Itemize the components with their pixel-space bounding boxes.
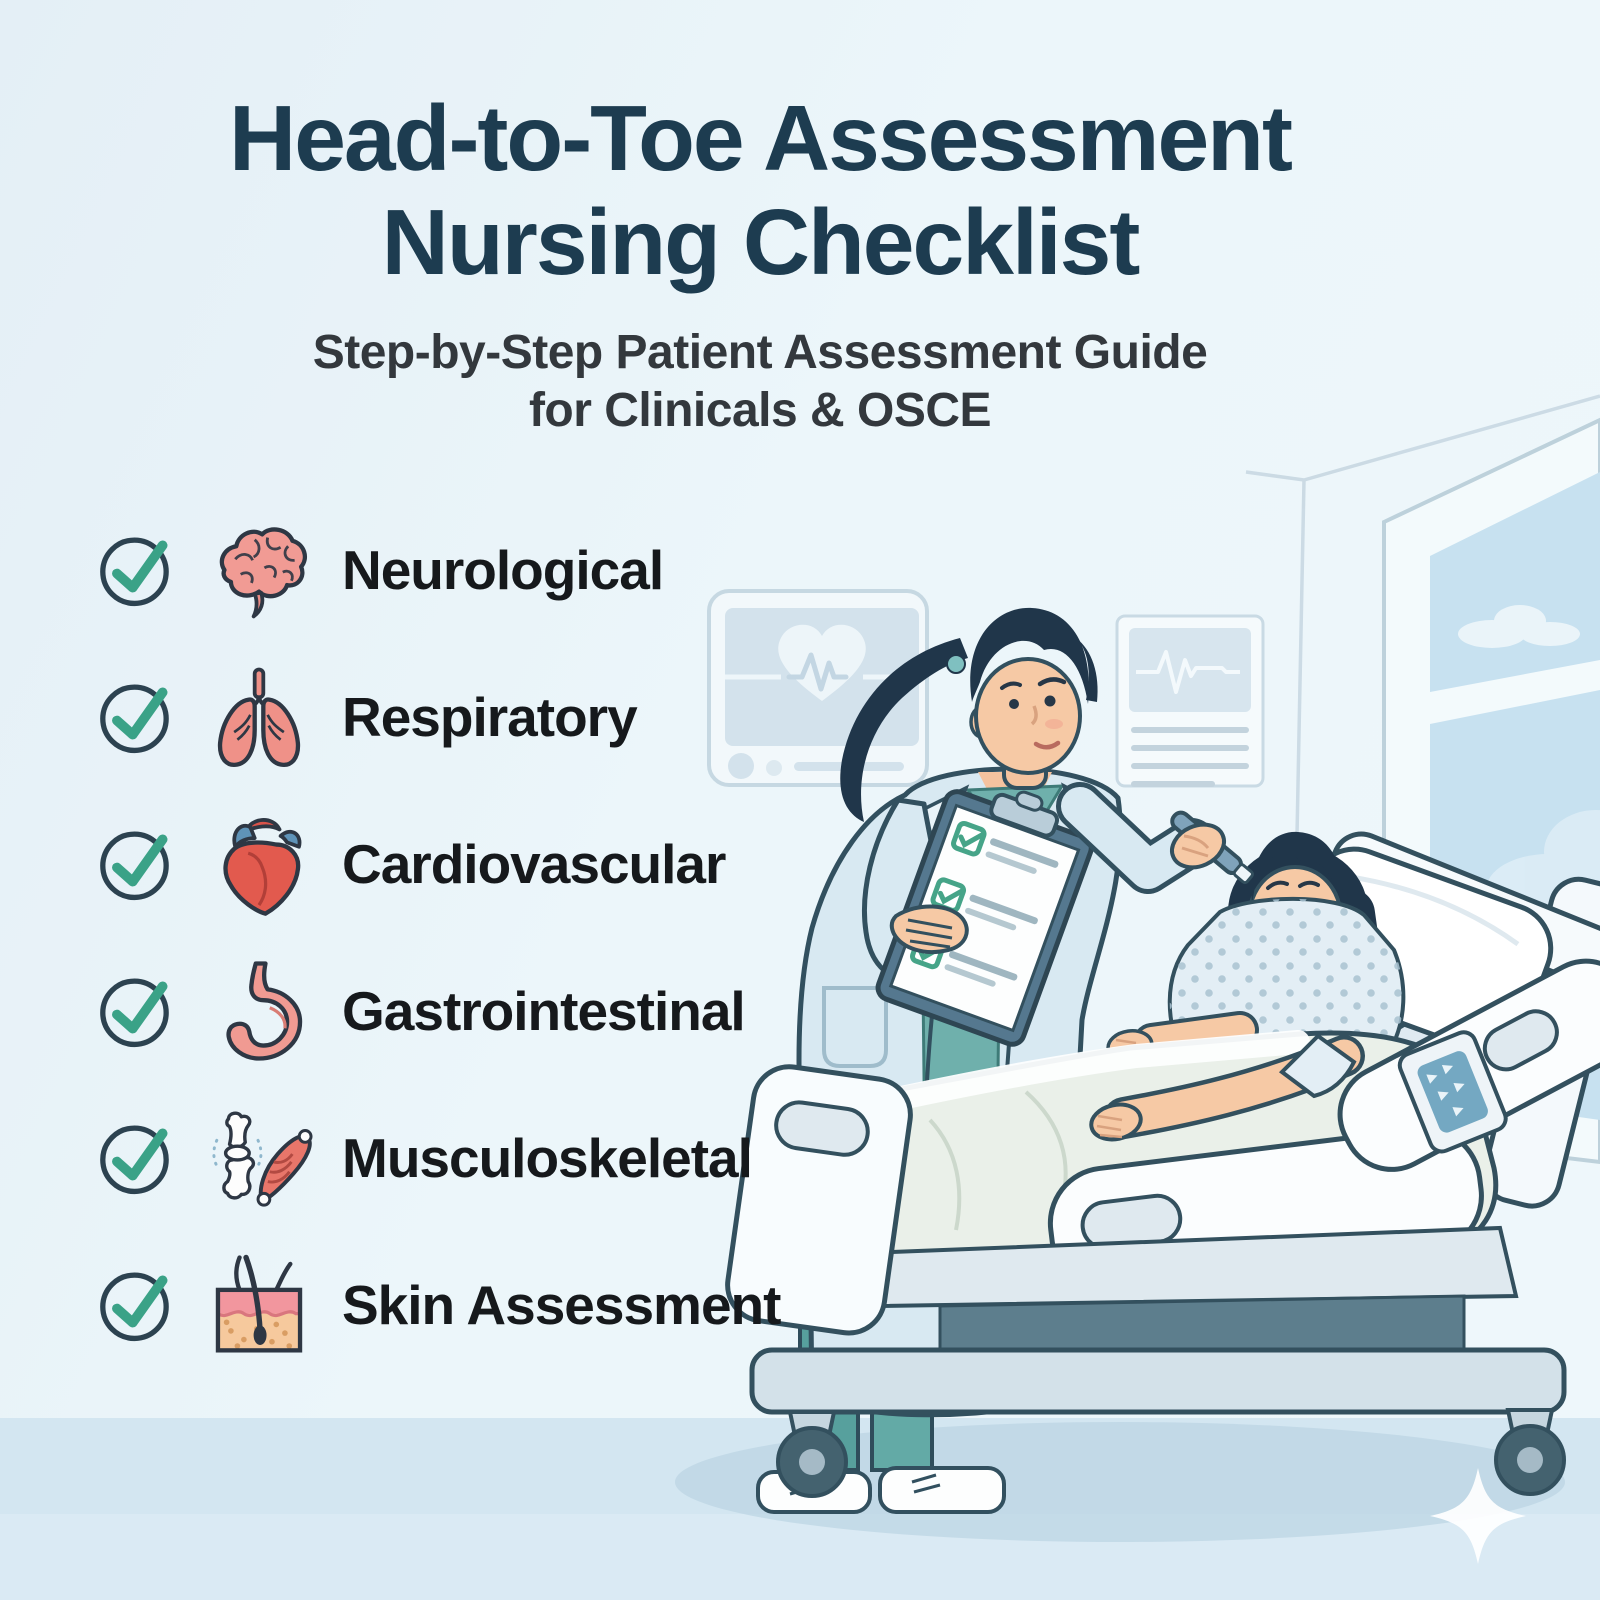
checklist-label: Musculoskeletal — [342, 1126, 752, 1189]
checklist-item-gastrointestinal — [94, 937, 780, 1084]
check-circle-icon — [94, 967, 182, 1055]
nurse-head — [947, 608, 1098, 788]
lungs-icon — [202, 660, 316, 774]
checklist-label: Gastrointestinal — [342, 979, 745, 1042]
nurse-hand — [892, 906, 967, 952]
ecg-wall-panel — [1117, 616, 1263, 786]
checklist-item-skin — [94, 1231, 780, 1378]
title-line-1: Head-to-Toe Assessment — [229, 86, 1291, 190]
page-title — [70, 86, 1450, 294]
check-circle-icon — [94, 820, 182, 908]
checklist-label: Cardiovascular — [342, 832, 726, 895]
joint-muscle-icon — [202, 1101, 316, 1215]
checklist-label: Skin Assessment — [342, 1273, 781, 1336]
checklist-label: Respiratory — [342, 685, 637, 748]
checklist-label: Neurological — [342, 538, 664, 601]
title-line-2: Nursing Checklist — [381, 190, 1139, 295]
checklist-item-respiratory — [94, 643, 780, 790]
page-subtitle — [70, 324, 1450, 439]
check-circle-icon — [94, 1261, 182, 1349]
stomach-icon — [202, 954, 316, 1068]
check-circle-icon — [94, 673, 182, 761]
checklist-item-neurological — [94, 496, 780, 643]
checklist-item-cardiovascular — [94, 790, 780, 937]
header — [70, 86, 1450, 440]
heart-icon — [202, 807, 316, 921]
check-circle-icon — [94, 1114, 182, 1202]
brain-icon — [202, 513, 316, 627]
check-circle-icon — [94, 526, 182, 614]
checklist-item-musculoskeletal — [94, 1084, 780, 1231]
subtitle-line-2: for Clinicals & OSCE — [528, 383, 992, 437]
skin-icon — [202, 1248, 316, 1362]
assessment-checklist — [94, 496, 780, 1378]
subtitle-line-1: Step-by-Step Patient Assessment Guide — [312, 326, 1208, 380]
